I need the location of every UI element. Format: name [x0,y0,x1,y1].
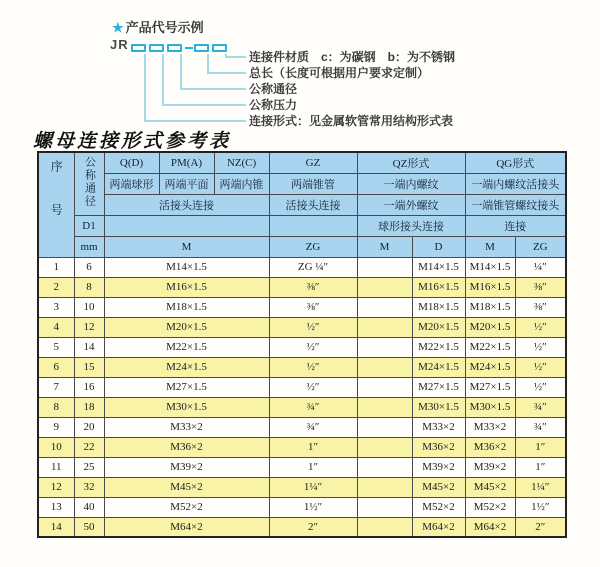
header-seq: 序号 [38,152,74,257]
cell-qz-d: M64×2 [412,517,465,537]
cell-qg-m: M20×1.5 [465,317,515,337]
header-dn: 公称通径 [74,152,104,215]
cell-gz-zg: ½″ [269,337,357,357]
header-qz-code: QZ形式 [357,152,465,173]
cell-m: M18×1.5 [104,297,269,317]
connector-line [144,54,246,122]
cell-qg-m: M33×2 [465,417,515,437]
header-gz-zg: ZG [269,236,357,257]
table-row [38,497,566,517]
table-row [38,357,566,377]
cell-qg-m: M18×1.5 [465,297,515,317]
cell-qz-m [357,277,412,297]
cell-qz-m [357,317,412,337]
cell-qz-m [357,397,412,417]
cell-seq: 2 [38,277,74,297]
cell-gz-zg: ½″ [269,357,357,377]
cell-m: M20×1.5 [104,317,269,337]
diagram-title [112,17,204,36]
header-qz-joint: 球形接头连接 [357,215,465,236]
header-empty [104,215,269,236]
cell-seq: 7 [38,377,74,397]
cell-qz-m [357,377,412,397]
cell-qg-zg: ½″ [515,377,566,397]
header-gz-code: GZ [269,152,357,173]
cell-qg-m: M27×1.5 [465,377,515,397]
table-row [38,457,566,477]
cell-qz-d: M22×1.5 [412,337,465,357]
cell-m: M14×1.5 [104,257,269,277]
legend-material: 连接件材质 c：为碳钢 b：为不锈钢 [249,50,456,64]
cell-seq: 11 [38,457,74,477]
cell-m: M36×2 [104,437,269,457]
table-row [38,417,566,437]
cell-qz-d: M33×2 [412,417,465,437]
cell-dn: 6 [74,257,104,277]
header-qg-joint: 连接 [465,215,566,236]
header-nz-desc: 两端内锥 [214,173,269,194]
product-prefix: JR [110,37,129,52]
cell-qz-d: M45×2 [412,477,465,497]
cell-dn: 18 [74,397,104,417]
cell-qz-m [357,257,412,277]
cell-dn: 32 [74,477,104,497]
cell-dn: 14 [74,337,104,357]
header-union-joint: 活接头连接 [104,194,269,215]
table-row [38,337,566,357]
cell-qz-d: M30×1.5 [412,397,465,417]
cell-qg-zg: ½″ [515,357,566,377]
table-title: 螺母连接形式参考表 [33,130,232,152]
star-icon: ★ [112,20,124,35]
code-box [194,44,209,52]
cell-qg-zg: 1″ [515,437,566,457]
cell-dn: 10 [74,297,104,317]
nut-connection-table [37,151,567,538]
cell-gz-zg: ¾″ [269,417,357,437]
table-row [38,297,566,317]
legend-conn-form: 连接形式：见金属软管常用结构形式表 [249,114,454,128]
cell-gz-zg: 1″ [269,457,357,477]
header-gz-desc: 两端锥管 [269,173,357,194]
cell-seq: 6 [38,357,74,377]
cell-qg-m: M64×2 [465,517,515,537]
cell-qz-m [357,297,412,317]
cell-qg-zg: ¾″ [515,417,566,437]
header-empty [269,215,357,236]
cell-qz-d: M14×1.5 [412,257,465,277]
cell-gz-zg: 1″ [269,437,357,457]
code-box [167,44,182,52]
cell-gz-zg: ZG ¼″ [269,257,357,277]
cell-m: M24×1.5 [104,357,269,377]
table-row [38,277,566,297]
cell-qz-m [357,517,412,537]
header-qg-zg: ZG [515,236,566,257]
cell-gz-zg: ⅜″ [269,297,357,317]
table-row [38,377,566,397]
header-qz-outer: 一端外螺纹 [357,194,465,215]
table-row [38,317,566,337]
cell-qg-zg: 2″ [515,517,566,537]
cell-qz-d: M52×2 [412,497,465,517]
reference-table-wrap [37,151,567,538]
cell-gz-zg: ¾″ [269,397,357,417]
cell-qz-d: M27×1.5 [412,377,465,397]
cell-qg-m: M14×1.5 [465,257,515,277]
cell-qg-zg: ⅜″ [515,277,566,297]
cell-qz-d: M24×1.5 [412,357,465,377]
header-qz-d: D [412,236,465,257]
legend-diameter: 公称通径 [249,82,298,96]
cell-qz-m [357,497,412,517]
cell-qz-m [357,477,412,497]
header-qg-code: QG形式 [465,152,566,173]
cell-m: M33×2 [104,417,269,437]
cell-gz-zg: ½″ [269,377,357,397]
cell-dn: 22 [74,437,104,457]
cell-qg-m: M39×2 [465,457,515,477]
legend-pressure: 公称压力 [249,98,298,112]
cell-gz-zg: ½″ [269,317,357,337]
diagram-title-text: 产品代号示例 [125,20,204,35]
code-box [131,44,146,52]
table-body [38,257,566,537]
code-box [149,44,164,52]
cell-qg-zg: 1¼″ [515,477,566,497]
header-nz-code: NZ(C) [214,152,269,173]
cell-m: M45×2 [104,477,269,497]
cell-qg-zg: ½″ [515,317,566,337]
cell-qg-m: M24×1.5 [465,357,515,377]
cell-seq: 14 [38,517,74,537]
table-row [38,397,566,417]
code-box [212,44,227,52]
cell-qg-m: M16×1.5 [465,277,515,297]
cell-dn: 25 [74,457,104,477]
cell-qg-zg: ½″ [515,337,566,357]
cell-dn: 12 [74,317,104,337]
cell-seq: 12 [38,477,74,497]
cell-dn: 20 [74,417,104,437]
dash [185,47,193,49]
header-mm: mm [74,236,104,257]
cell-qg-m: M22×1.5 [465,337,515,357]
header-m: M [104,236,269,257]
cell-qg-m: M36×2 [465,437,515,457]
table-header [38,152,566,257]
header-q-desc: 两端球形 [104,173,159,194]
table-row [38,437,566,457]
cell-m: M39×2 [104,457,269,477]
header-pm-code: PM(A) [159,152,214,173]
cell-dn: 40 [74,497,104,517]
table-row [38,257,566,277]
cell-m: M30×1.5 [104,397,269,417]
cell-gz-zg: 1¼″ [269,477,357,497]
cell-dn: 8 [74,277,104,297]
cell-gz-zg: 2″ [269,517,357,537]
cell-gz-zg: 1½″ [269,497,357,517]
header-gz-joint: 活接头连接 [269,194,357,215]
cell-gz-zg: ⅜″ [269,277,357,297]
cell-m: M27×1.5 [104,377,269,397]
header-qz-m: M [357,236,412,257]
cell-qg-m: M52×2 [465,497,515,517]
cell-qg-zg: ¾″ [515,397,566,417]
cell-qz-m [357,417,412,437]
cell-seq: 4 [38,317,74,337]
cell-qg-zg: ⅜″ [515,297,566,317]
cell-m: M16×1.5 [104,277,269,297]
header-q-code: Q(D) [104,152,159,173]
cell-seq: 9 [38,417,74,437]
header-pm-desc: 两端平面 [159,173,214,194]
cell-seq: 13 [38,497,74,517]
cell-qz-m [357,457,412,477]
cell-qz-d: M16×1.5 [412,277,465,297]
cell-qz-d: M20×1.5 [412,317,465,337]
header-qg-m: M [465,236,515,257]
cell-seq: 10 [38,437,74,457]
table-row [38,477,566,497]
cell-qg-m: M30×1.5 [465,397,515,417]
header-d1: D1 [74,215,104,236]
cell-dn: 16 [74,377,104,397]
cell-qz-d: M36×2 [412,437,465,457]
cell-qz-d: M18×1.5 [412,297,465,317]
table-row [38,517,566,537]
cell-seq: 1 [38,257,74,277]
cell-qz-d: M39×2 [412,457,465,477]
cell-qg-zg: 1″ [515,457,566,477]
cell-dn: 50 [74,517,104,537]
cell-m: M52×2 [104,497,269,517]
cell-m: M22×1.5 [104,337,269,357]
header-qg-inner: 一端内螺纹活接头 [465,173,566,194]
cell-qg-m: M45×2 [465,477,515,497]
cell-dn: 15 [74,357,104,377]
cell-qz-m [357,357,412,377]
cell-qz-m [357,337,412,357]
header-qg-outer: 一端锥管螺纹接头 [465,194,566,215]
cell-qg-zg: ¼″ [515,257,566,277]
cell-seq: 5 [38,337,74,357]
cell-m: M64×2 [104,517,269,537]
header-qz-inner: 一端内螺纹 [357,173,465,194]
cell-seq: 3 [38,297,74,317]
cell-qz-m [357,437,412,457]
legend-length: 总长（长度可根据用户要求定制） [249,66,430,80]
cell-seq: 8 [38,397,74,417]
cell-qg-zg: 1½″ [515,497,566,517]
